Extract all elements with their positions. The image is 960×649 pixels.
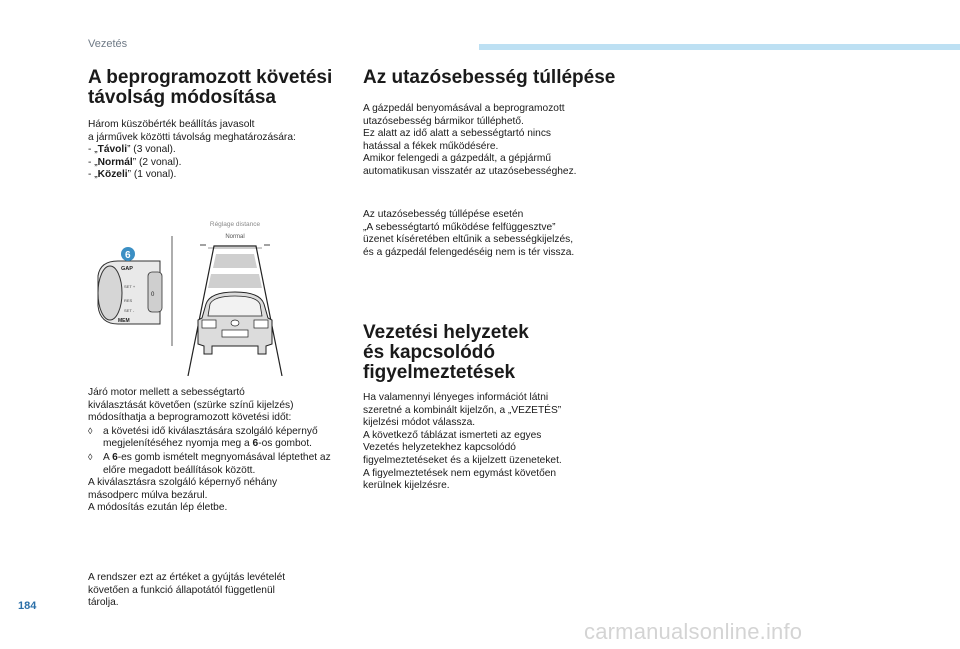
option-prefix: - „ (88, 169, 98, 181)
option-suffix: ” (2 vonal). (132, 156, 182, 168)
bullet-marker-icon: ◊ (88, 425, 93, 436)
cruise-stalk (98, 236, 172, 346)
right-p3-line: szeretné a kombinált kijelzőn, a „VEZETÉS” (363, 404, 562, 416)
bullet-1-text: a követési idő kiválasztására szolgáló képernyő megjelenítéséhez nyomja meg (103, 425, 318, 450)
bullet-2-pre: A (103, 451, 113, 463)
intro-line-2: a járművek közötti távolság meghatározására: (88, 131, 296, 143)
right-p3-line: kijelzési módot válassza. (363, 417, 476, 429)
option-name: Normál (97, 156, 133, 168)
bullet-1 (88, 425, 343, 451)
distance-setting-figure (88, 206, 328, 376)
right-p3-line: Ha valamennyi lényeges információt látni (363, 392, 549, 403)
right-p1-line: Ez alatt az idő alatt a sebességtartó nincs (363, 128, 552, 140)
right-p1-line: utazósebesség bármikor túlléphető. (363, 115, 524, 127)
left-title-text: A beprogramozott követési távolság módosítása (88, 67, 333, 108)
option-suffix: ” (3 vonal). (127, 144, 176, 156)
body-line-6: A módosítás ezután lép életbe. (88, 502, 228, 514)
right-p3-line: kerülnek kijelzésre. (363, 480, 450, 492)
right-p2-line: és a gázpedál felengedéséig nem is tér vissza. (363, 246, 575, 258)
svg-text:Normal: Normal (225, 234, 245, 240)
left-title (88, 68, 338, 108)
right-p2-line: „A sebességtartó működése felfüggesztve” (363, 221, 556, 233)
option-name: Közeli (97, 169, 128, 181)
right-p1-line: A gázpedál benyomásával a beprogramozott (363, 103, 565, 114)
right-title-2-line: Vezetési helyzetek (363, 322, 529, 343)
option-prefix: - „ (88, 144, 98, 156)
intro-line-1: Három küszöbérték beállítás javasolt (88, 119, 255, 130)
svg-text:Réglage distance: Réglage distance (209, 221, 261, 228)
right-title-2-line: figyelmeztetések (363, 362, 516, 383)
car-rear-icon (198, 292, 272, 354)
option-far (88, 144, 338, 157)
left-intro (88, 119, 338, 182)
right-p3-line: Vezetés helyzetekhez kapcsolódó (363, 442, 516, 454)
figure-illustration (88, 206, 328, 376)
body-line-1: Járó motor mellett a sebességtartó (88, 387, 245, 398)
bullet-2 (88, 451, 343, 477)
right-p3-line: A következő táblázat ismerteti az egyes (363, 429, 542, 441)
footer-line-2: követően a funkció állapotától függetlenül (88, 584, 275, 596)
option-name: Távoli (97, 144, 128, 156)
option-normal (88, 157, 338, 170)
footer-line-1: A rendszer ezt az értéket a gyújtás levételét (88, 572, 286, 583)
right-title (363, 68, 653, 88)
right-title-2-line: és kapcsolódó (363, 342, 495, 363)
svg-text:RES: RES (124, 298, 133, 303)
right-title-text: Az utazósebesség túllépése (363, 67, 616, 88)
bullet-1-post: -os gombot. (258, 438, 312, 450)
right-p1-line: hatással a fékek működésére. (363, 140, 499, 152)
right-title-2 (363, 323, 633, 383)
svg-text:MEM: MEM (118, 318, 130, 324)
right-p3-line: A figyelmeztetések nem egymást követően (363, 467, 557, 479)
right-p2-line: Az utazósebesség túllépése esetén (363, 209, 524, 220)
svg-text:6: 6 (125, 250, 131, 261)
button-6-badge (121, 247, 135, 261)
bullet-2-bold: 6 (112, 451, 118, 463)
body-line-3: módosíthatja a beprogramozott követési időt: (88, 412, 292, 424)
option-prefix: - „ (88, 156, 98, 168)
watermark: carmanualsonline.info (584, 619, 803, 644)
page-number: 184 (18, 600, 37, 612)
body-line-4: A kiválasztásra szolgáló képernyő néhány (88, 477, 278, 489)
distance-display (188, 221, 282, 376)
right-para-2 (363, 209, 633, 259)
left-footer (88, 572, 343, 610)
svg-text:SET +: SET + (124, 284, 136, 289)
right-p1-line: automatikusan visszatér az utazósebességhez. (363, 165, 577, 177)
option-suffix: ” (1 vonal). (127, 169, 177, 181)
right-para-1 (363, 103, 633, 179)
body-line-2: kiválasztását követően (szürke színű kijelzés) (88, 399, 294, 411)
right-para-3 (363, 392, 633, 493)
body-line-5: másodperc múlva bezárul. (88, 489, 208, 501)
svg-text:GAP: GAP (121, 266, 133, 272)
bullet-1-pre: a (244, 438, 253, 450)
header-accent-bar (479, 44, 960, 50)
right-p1-line: Amikor felengedi a gázpedált, a gépjármű (363, 153, 552, 165)
footer-line-3: tárolja. (88, 597, 119, 609)
right-p3-line: figyelmeztetéseket és a kijelzett üzeneteket. (363, 454, 562, 466)
bullet-marker-icon: ◊ (88, 451, 93, 462)
left-body (88, 387, 343, 515)
bullet-1-bold: 6 (252, 438, 259, 450)
svg-text:0: 0 (151, 292, 155, 298)
svg-text:SET -: SET - (124, 308, 135, 313)
bullet-2-post: -es gomb ismételt megnyomásával léptethet az előre megadott beállítások között. (103, 451, 331, 476)
option-close (88, 169, 338, 182)
right-p2-line: üzenet kíséretében eltűnik a sebességkijelzés, (363, 234, 574, 246)
section-header: Vezetés (88, 38, 128, 50)
